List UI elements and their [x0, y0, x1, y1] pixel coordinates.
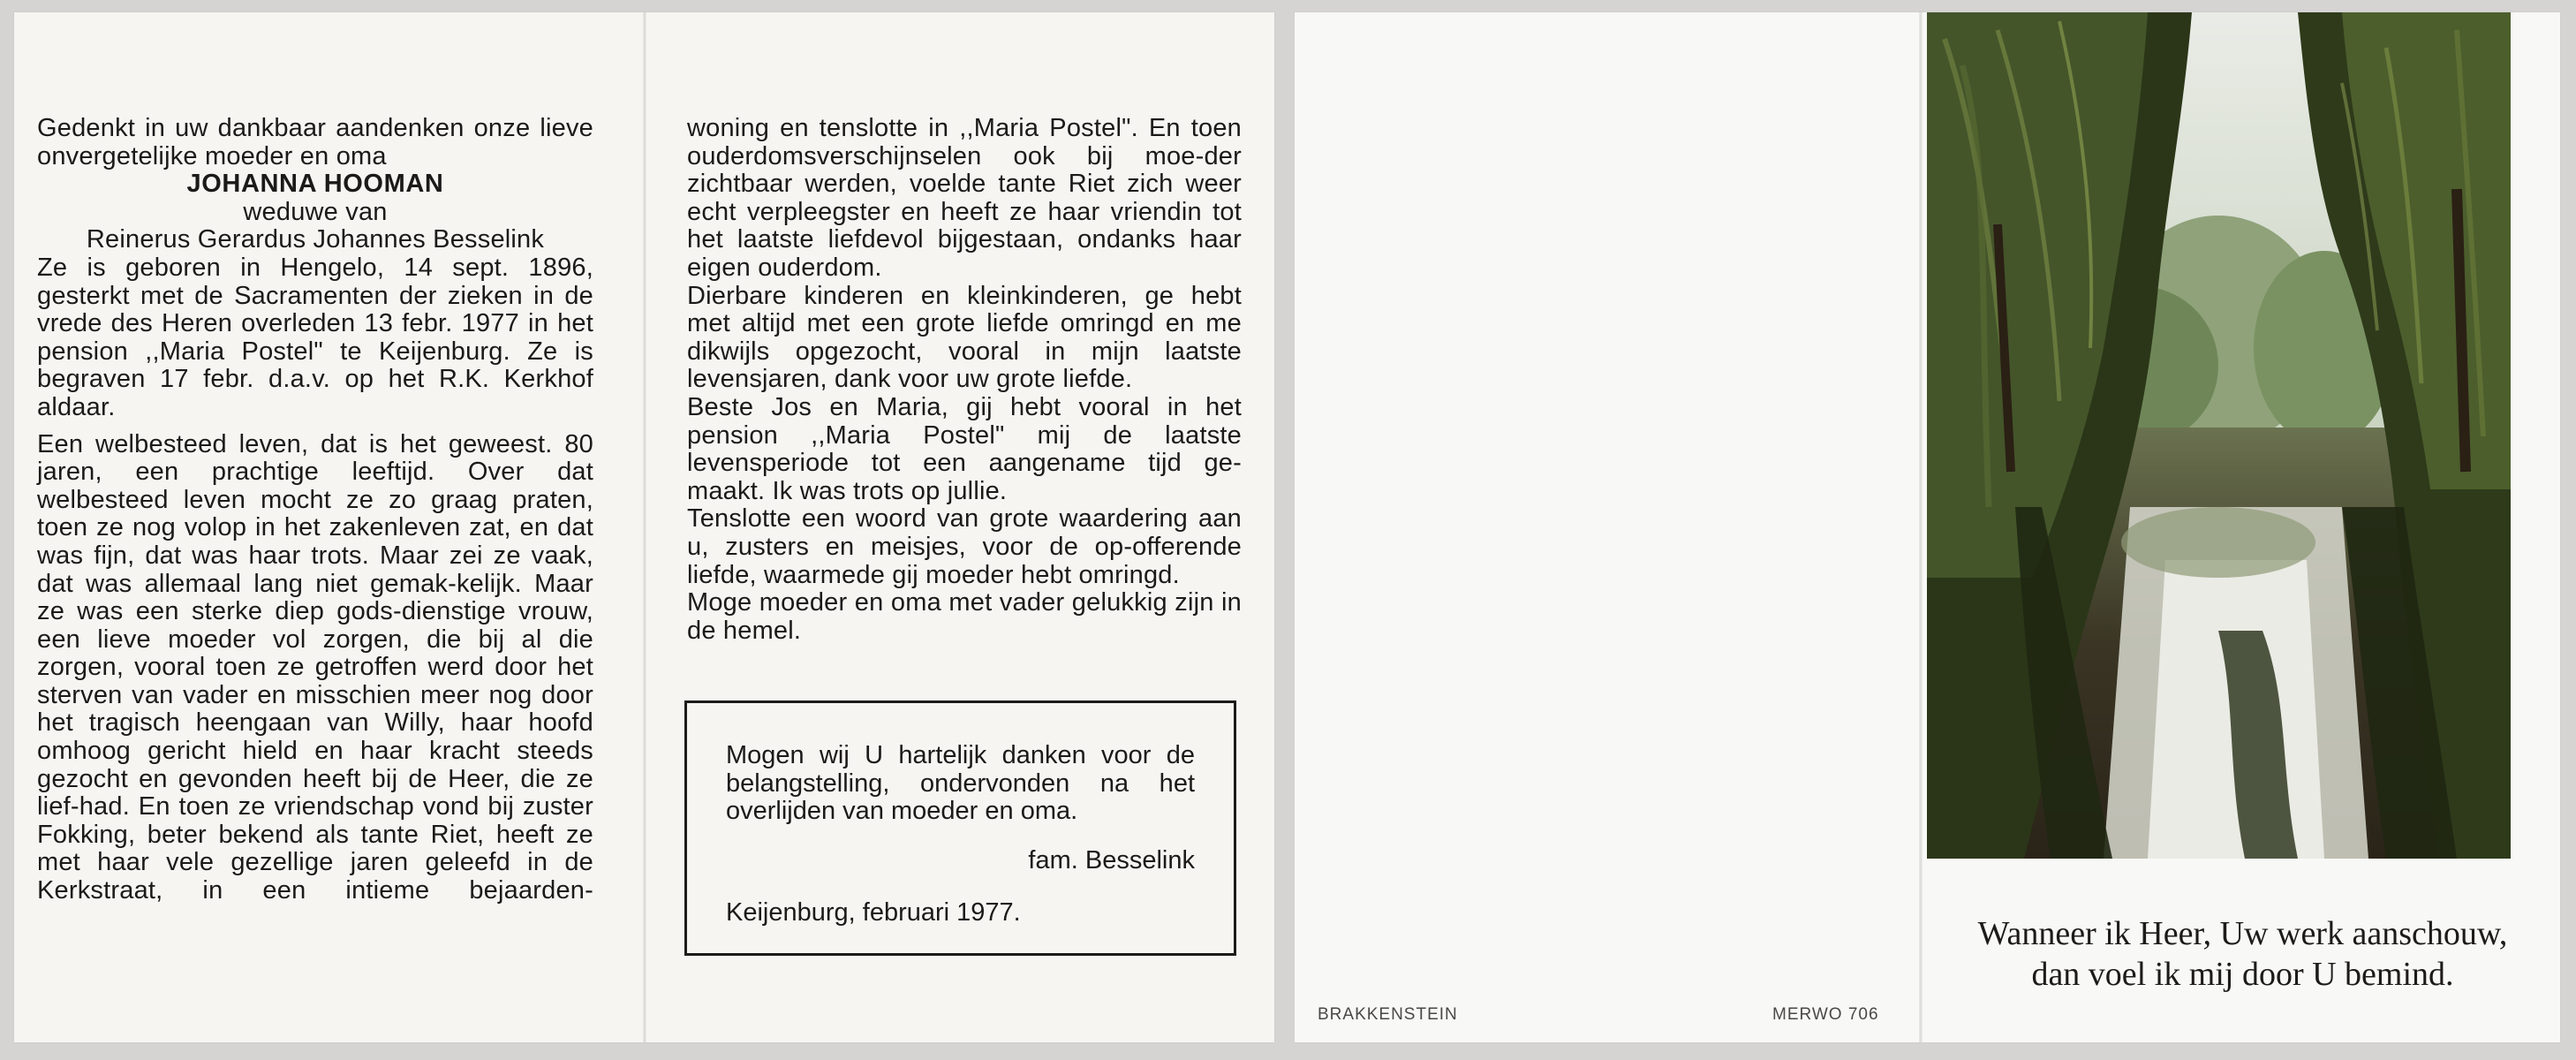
intro-text: Gedenkt in uw dankbaar aandenken onze lieve onvergetelijke moeder en oma	[37, 114, 593, 170]
center-fold	[643, 12, 646, 1042]
poem-caption	[1927, 913, 2558, 995]
willow-pond-photo	[1927, 12, 2511, 859]
biography-paragraph: Ze is geboren in Hengelo, 14 sept. 1896, gesterkt met de Sacramenten der zieken in de vrede des Heren overleden 13 febr. 1977 in het pension ,,Maria Postel" te Keijenburg. Ze is begraven 17 febr. d.a.v. op het R.K. Kerkhof aldaar.	[37, 253, 593, 421]
closing-paragraph: Moge moeder en oma met vader gelukkig zijn in de hemel.	[687, 588, 1242, 645]
publisher-label: BRAKKENSTEIN	[1318, 1005, 1458, 1024]
thanks-message: Mogen wij U hartelijk danken voor de belangstelling, ondervonden na het overlijden van moeder en oma.	[726, 741, 1195, 826]
continuation-paragraph: woning en tenslotte in ,,Maria Postel". En toen ouderdomsverschijnselen ook bij moe-der zichtbaar werden, voelde tante Riet zich weer echt verpleegster en heeft ze haar vriendin tot het laatste liefdevol bijgestaan, ondanks haar eigen ouderdom.	[687, 114, 1242, 282]
caption-line-1: Wanneer ik Heer, Uw werk aanschouw,	[1977, 915, 2508, 952]
deceased-name: JOHANNA HOOMAN	[186, 170, 444, 199]
product-code-label: MERWO 706	[1772, 1005, 1879, 1024]
place-date: Keijenburg, februari 1977.	[726, 898, 1021, 928]
children-paragraph: Dierbare kinderen en kleinkinderen, ge hebt met altijd met een grote liefde omringd en me dikwijls opgezocht, vooral in mijn laatste levensjaren, dank voor uw grote liefde.	[687, 281, 1242, 394]
left-text-column	[37, 115, 593, 905]
caption-line-2: dan voel ik mij door U bemind.	[2031, 956, 2454, 993]
husband-name: Reinerus Gerardus Johannes Besselink	[86, 225, 545, 254]
widow-of-text: weduwe van	[243, 197, 388, 226]
appreciation-paragraph: Tenslotte een woord van grote waardering aan u, zusters en meisjes, voor de op-offerende liefde, waarmede gij moeder hebt omringd.	[687, 504, 1242, 589]
jos-maria-paragraph: Beste Jos en Maria, gij hebt vooral in het pension ,,Maria Postel" mij de laatste levensperiode tot een aangename tijd ge-maakt. Ik was trots op jullie.	[687, 392, 1242, 505]
right-text-column	[687, 115, 1242, 645]
life-paragraph: Een welbesteed leven, dat is het geweest. 80 jaren, een prachtige leeftijd. Over dat welbesteed leven mocht ze zo graag praten, toen ze nog volop in het zakenleven zat, en dat was fijn, dat was haar trots. Maar zei ze vaak, dat was allemaal lang niet gemak-kelijk. Maar ze was een sterke diep gods-dienstige vrouw, een lieve moeder vol zorgen, die bij al die zorgen, vooral toen ze getroffen werd door het sterven van vader en misschien meer nog door het tragisch heengaan van Willy, haar hoofd omhoog gericht hield en haar kracht steeds gezocht en gevonden heeft bij de Heer, die ze lief-had. En toen ze vriendschap vond bij zuster Fokking, beter bekend als tante Riet, heeft ze met haar vele gezellige jaren geleefd in de Kerkstraat, in een intieme bejaarden-	[37, 429, 593, 905]
family-signature: fam. Besselink	[1028, 845, 1195, 874]
thanks-box	[684, 700, 1236, 956]
outer-fold	[1919, 12, 1923, 1042]
